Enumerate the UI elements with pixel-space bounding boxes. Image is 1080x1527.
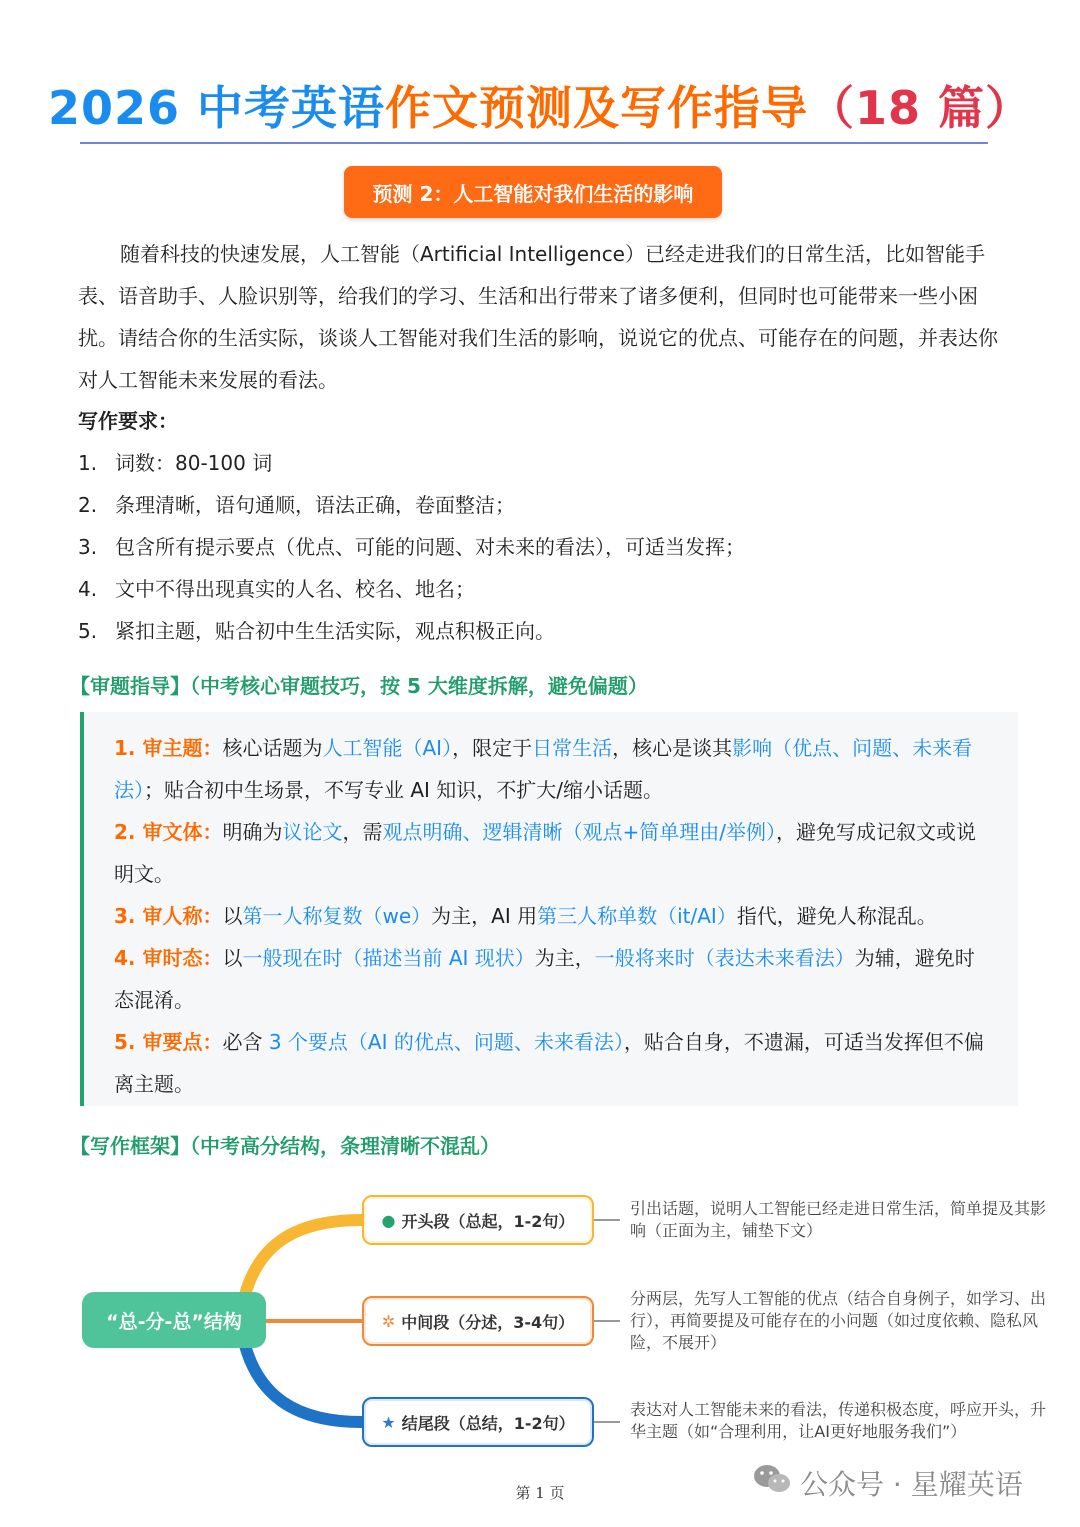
guide-text: ；贴合初中生场景，不写专业 AI 知识，不扩大/缩小话题。 [144, 778, 664, 802]
prediction-badge: 预测 2：人工智能对我们生活的影响 [344, 166, 722, 218]
guide-highlight: 一般现在时（描述当前 AI 现状） [242, 946, 535, 970]
branch-label: 结尾段（总结，1-2句） [401, 1413, 575, 1433]
branch-opening [362, 1195, 594, 1245]
star-icon: ★ [381, 1412, 396, 1432]
guide-item [114, 727, 994, 811]
guide-item-label: 4. 审时态： [114, 946, 223, 970]
requirement-text: 条理清晰，语句通顺，语法正确，卷面整洁； [115, 493, 515, 517]
requirement-item [78, 442, 745, 484]
wechat-icon [752, 1462, 792, 1503]
guide-text: ，避免写成记叙文或说明文。 [114, 820, 976, 886]
guide-item [114, 811, 994, 895]
requirement-item [78, 610, 745, 652]
guide-item [114, 937, 994, 1021]
requirement-item [78, 484, 745, 526]
guide-list [114, 727, 994, 1105]
branch-ending [362, 1397, 594, 1447]
title-part-2: 作文预测及写作指导 [385, 81, 808, 135]
framework-heading: 【写作框架】（中考高分结构，条理清晰不混乱） [70, 1134, 500, 1158]
requirement-item [78, 568, 745, 610]
guide-text: 指代，避免人称混乱。 [736, 904, 937, 928]
page-number: 第 1 页 [515, 1484, 565, 1502]
guide-highlight: 观点明确、逻辑清晰（观点+简单理由/举例） [382, 820, 776, 844]
guide-text: 为辅，避免时态混淆。 [114, 946, 975, 1012]
branch-body [362, 1296, 594, 1346]
guide-text: ，限定于 [452, 736, 533, 760]
requirements-list [78, 442, 745, 652]
title-part-1: 2026 中考英语 [47, 81, 385, 135]
requirement-number: 4. [78, 577, 98, 601]
requirement-number: 1. [78, 451, 98, 475]
guide-highlight: 第一人称复数（we） [242, 904, 432, 928]
framework-center-node: “总-分-总”结构 [82, 1292, 266, 1348]
watermark [752, 1462, 1023, 1503]
requirement-text: 词数：80-100 词 [115, 451, 273, 475]
requirements-title: 写作要求： [78, 409, 178, 433]
requirement-number: 3. [78, 535, 98, 559]
guide-text: 必含 [222, 1030, 269, 1054]
title-part-3: （18 篇） [808, 81, 1033, 135]
guide-highlight: 议论文 [282, 820, 343, 844]
document-title [0, 72, 1080, 138]
guide-highlight: 影响（优点、问题、未来看法） [114, 736, 973, 802]
guide-highlight: 日常生活 [532, 736, 613, 760]
gear-icon: ✲ [381, 1311, 396, 1331]
branch-label: 中间段（分述，3-4句） [401, 1312, 575, 1332]
guide-text: 明确为 [222, 820, 283, 844]
guide-text: 核心话题为 [222, 736, 323, 760]
watermark-text: 公众号 · 星耀英语 [800, 1467, 1023, 1501]
requirement-number: 5. [78, 619, 98, 643]
requirement-text: 包含所有提示要点（优点、可能的问题、对未来的看法），可适当发挥； [115, 535, 745, 559]
guide-item [114, 1021, 994, 1105]
branch-note-ending: 表达对人工智能未来的看法，传递积极态度，呼应开头，升华主题（如“合理利用，让AI更好地服务我们”） [630, 1400, 1047, 1441]
guide-highlight: 3 个要点（AI 的优点、问题、未来看法） [268, 1030, 624, 1054]
guide-item-label: 3. 审人称： [114, 904, 223, 928]
guide-text: 为主， [534, 946, 595, 970]
guide-text: 为主，AI 用 [431, 904, 538, 928]
guide-highlight: 第三人称单数（it/AI） [537, 904, 737, 928]
requirement-text: 文中不得出现真实的人名、校名、地名； [115, 577, 475, 601]
guide-item-label: 1. 审主题： [114, 736, 223, 760]
guide-item-label: 2. 审文体： [114, 820, 223, 844]
requirement-number: 2. [78, 493, 98, 517]
branch-label: 开头段（总起，1-2句） [401, 1211, 575, 1231]
guide-text: ，核心是谈其 [612, 736, 733, 760]
title-divider [80, 142, 988, 144]
guide-text: 以 [222, 946, 243, 970]
requirement-text: 紧扣主题，贴合初中生生活实际，观点积极正向。 [115, 619, 555, 643]
guide-highlight: 人工智能（AI） [322, 736, 453, 760]
requirement-item [78, 526, 745, 568]
guide-text: ，需 [342, 820, 383, 844]
guide-item [114, 895, 994, 937]
intro-paragraph: 随着科技的快速发展，人工智能（Artificial Intelligence）已经走进我们的日常生活，比如智能手表、语音助手、人脸识别等，给我们的学习、生活和出行带来了诸多便利，但同时也可能带来一些小困扰。请结合你的生活实际，谈谈人工智能对我们生活的影响，说说它的优点、可能存在的问题，并表达你对人工智能未来发展的看法。 [78, 242, 998, 392]
guide-text: ，贴合自身，不遗漏，可适当发挥但不偏离主题。 [114, 1030, 984, 1096]
branch-note-opening: 引出话题，说明人工智能已经走进日常生活，简单提及其影响（正面为主，铺垫下文） [630, 1199, 1047, 1240]
info-circle-icon: ● [381, 1210, 396, 1230]
guide-item-label: 5. 审要点： [114, 1030, 223, 1054]
guide-highlight: 一般将来时（表达未来看法） [594, 946, 855, 970]
guide-heading: 【审题指导】（中考核心审题技巧，按 5 大维度拆解，避免偏题） [70, 674, 648, 698]
guide-text: 以 [222, 904, 243, 928]
branch-note-body: 分两层，先写人工智能的优点（结合自身例子，如学习、出行），再简要提及可能存在的小问题（如过度依赖、隐私风险，不展开） [630, 1289, 1047, 1352]
